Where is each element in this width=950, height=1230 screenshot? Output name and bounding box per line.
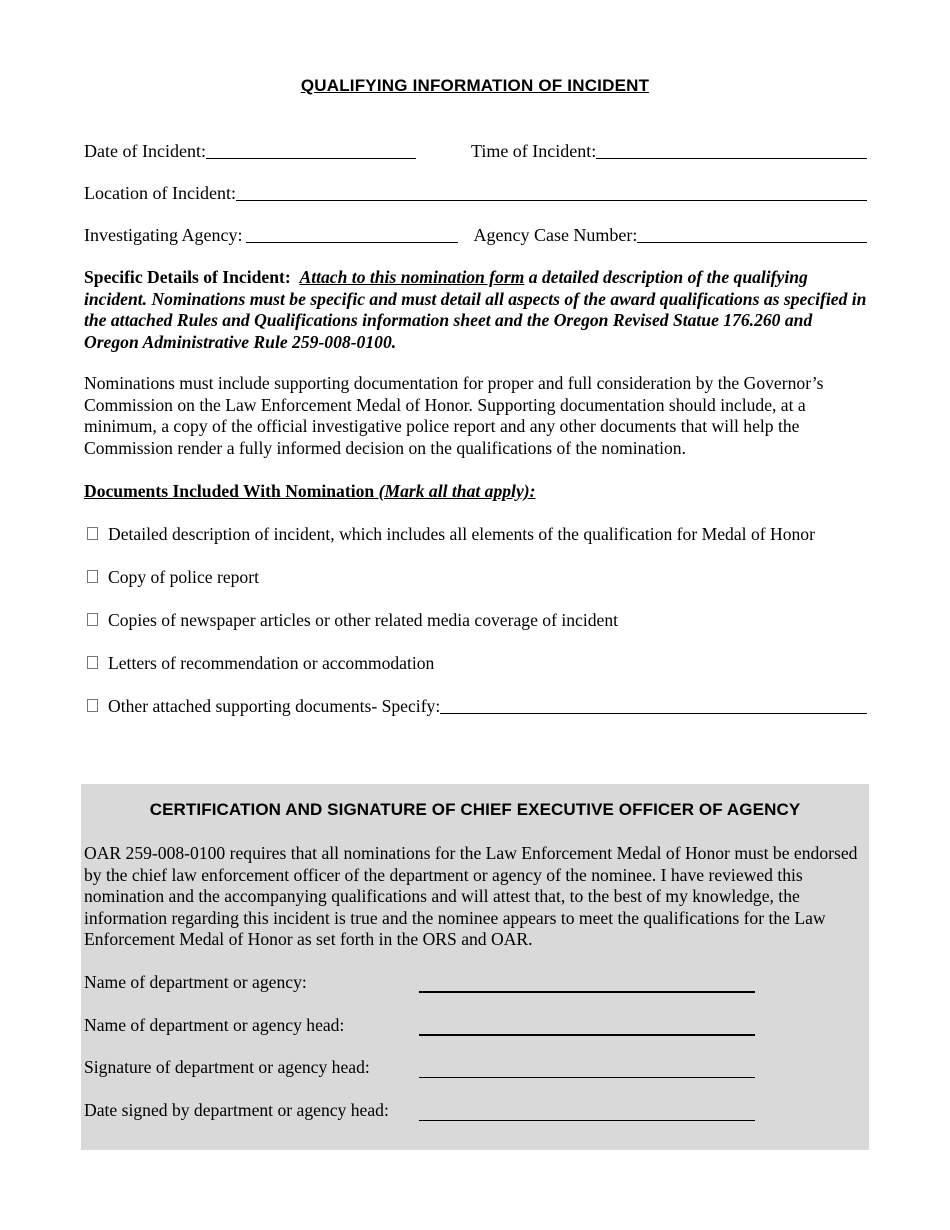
document-checkbox-label: Letters of recommendation or accommodation	[108, 653, 435, 673]
certification-text: OAR 259-008-0100 requires that all nominations for the Law Enforcement Medal of Honor must be endorsed by the chief law enforcement officer of the department or agency of the nominee. I have reviewed this nomination and the accompanying qualifications and will attest that, to the best of my knowledge, the information regarding this incident is true and the nominee appears to meet the qualifications for the Law Enforcement Medal of Honor as set forth in the ORS and OAR.	[84, 843, 858, 949]
document-checkbox-label: Other attached supporting documents- Specify:	[108, 696, 441, 716]
document-checkbox-label: Copy of police report	[108, 567, 259, 587]
specific-details-lead: Specific Details of Incident:	[84, 267, 291, 287]
agency-case-number-field[interactable]	[637, 224, 867, 243]
document-checkbox-item[interactable]	[84, 564, 867, 588]
location-of-incident-field[interactable]	[236, 182, 867, 201]
date-signed-field[interactable]	[419, 1120, 755, 1121]
documents-heading-note: (Mark all that apply):	[378, 481, 536, 501]
department-name-field[interactable]	[419, 991, 755, 993]
attach-instruction: Attach to this nomination form	[299, 267, 525, 287]
supporting-documentation-paragraph: Nominations must include supporting documentation for proper and full consideration by the Governor’s Commission on the Law Enforcement Medal of Honor. Supporting documentation should include, at a minimum, a copy of the official investigative police report and any other documents that will help the Commission render a fully informed decision on the qualifications of the nomination.	[84, 373, 824, 458]
time-of-incident-label: Time of Incident:	[470, 141, 597, 161]
certification-title: CERTIFICATION AND SIGNATURE OF CHIEF EXECUTIVE OFFICER OF AGENCY	[149, 800, 801, 819]
signature-field[interactable]	[419, 1077, 755, 1078]
signature-row	[84, 1056, 764, 1080]
agency-row	[84, 224, 867, 246]
date-of-incident-field[interactable]	[206, 140, 416, 159]
time-of-incident-field[interactable]	[596, 140, 867, 159]
department-head-name-field[interactable]	[419, 1034, 755, 1036]
investigating-agency-label: Investigating Agency:	[84, 225, 243, 245]
department-name-label: Name of department or agency:	[84, 972, 307, 992]
checkbox[interactable]	[87, 656, 98, 669]
location-of-incident-label: Location of Incident:	[84, 183, 236, 203]
checkbox[interactable]	[87, 613, 98, 626]
checkbox[interactable]	[87, 570, 98, 583]
specific-details-paragraph	[84, 267, 867, 353]
checkbox[interactable]	[87, 527, 98, 540]
date-time-row	[84, 140, 867, 162]
agency-case-number-label: Agency Case Number:	[473, 225, 638, 245]
signature-label: Signature of department or agency head:	[84, 1057, 370, 1077]
document-checkbox-item[interactable]	[84, 650, 867, 674]
department-head-name-label: Name of department or agency head:	[84, 1015, 345, 1035]
page-title: QUALIFYING INFORMATION OF INCIDENT	[300, 76, 650, 95]
department-head-name-row	[84, 1014, 764, 1038]
date-signed-label: Date signed by department or agency head:	[84, 1100, 389, 1120]
document-checkbox-label: Detailed description of incident, which includes all elements of the qualification for Medal of Honor	[108, 524, 815, 544]
department-name-row	[84, 971, 764, 995]
investigating-agency-field[interactable]	[246, 224, 458, 243]
specify-other-documents-field[interactable]	[440, 695, 867, 714]
document-checkbox-label: Copies of newspaper articles or other related media coverage of incident	[108, 610, 619, 630]
document-checkbox-item[interactable]	[84, 521, 867, 545]
date-signed-row	[84, 1099, 764, 1123]
certification-panel	[81, 784, 869, 1150]
document-checkbox-item[interactable]	[84, 693, 867, 717]
checkbox[interactable]	[87, 699, 98, 712]
location-row	[84, 182, 867, 204]
date-of-incident-label: Date of Incident:	[84, 141, 206, 161]
document-checkbox-item[interactable]	[84, 607, 867, 631]
specific-details-text: a detailed description of the qualifying incident. Nominations must be specific and must detail all aspects of the award qualifications as specified in the attached Rules and Qualifications information sheet and the Oregon Revised Statue 176.260 and Oregon Administrative Rule 259-008-0100.	[84, 267, 867, 352]
documents-heading-text: Documents Included With Nomination	[84, 481, 375, 501]
documents-heading	[84, 481, 535, 502]
